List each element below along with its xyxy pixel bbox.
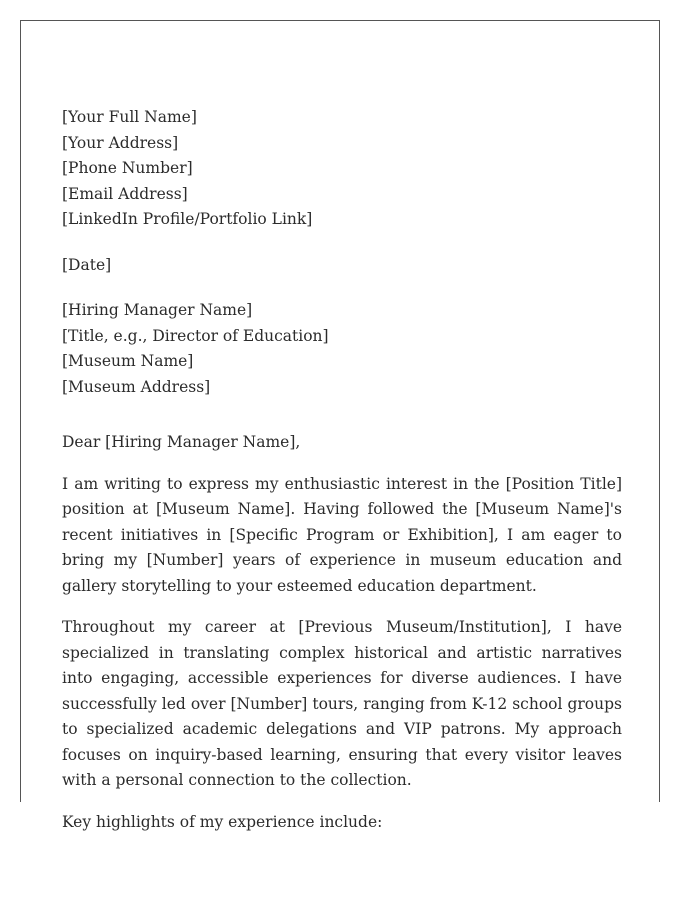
- sender-address: [Your Address]: [62, 133, 179, 152]
- recipient-name: [Hiring Manager Name]: [62, 301, 253, 319]
- letter-page: [20, 20, 660, 831]
- body-paragraph-2: Throughout my career at [Previous Museum/Institution], I have specialized in translating complex historical and artistic narratives into engaging, accessible experiences for diverse audiences. I have successfully led over [Number] tours, ranging from K-12 school groups to specialized academic delegations and VIP patrons. My approach focuses on inquiry-based learning, ensuring that every visitor leaves with a personal connection to the collection.: [62, 618, 622, 789]
- salutation-text: Dear [Hiring Manager Name],: [62, 433, 301, 451]
- recipient-museum: [Museum Name]: [62, 352, 194, 370]
- body-paragraph-3: Key highlights of my experience include:: [62, 812, 383, 831]
- sender-block: [62, 105, 622, 233]
- sender-phone: [Phone Number]: [62, 159, 193, 177]
- recipient-address: [Museum Address]: [62, 377, 211, 396]
- recipient-title: [Title, e.g., Director of Education]: [62, 326, 329, 345]
- date-block: [62, 253, 622, 279]
- letter-date: [Date]: [62, 255, 112, 274]
- sender-name: [Your Full Name]: [62, 108, 197, 126]
- recipient-block: [62, 298, 622, 400]
- sender-email: [Email Address]: [62, 184, 188, 203]
- sender-link: [LinkedIn Profile/Portfolio Link]: [62, 210, 313, 228]
- letter-content: [62, 105, 622, 835]
- body-paragraph-1: I am writing to express my enthusiastic interest in the [Position Title] position at [Museum Name]. Having followed the [Museum Name]'s recent initiatives in [Specific Program or Exhibition], I am eager to bring my [Number] years of experience in museum education and gallery storytelling to your esteemed education department.: [62, 474, 622, 595]
- salutation: [62, 430, 622, 456]
